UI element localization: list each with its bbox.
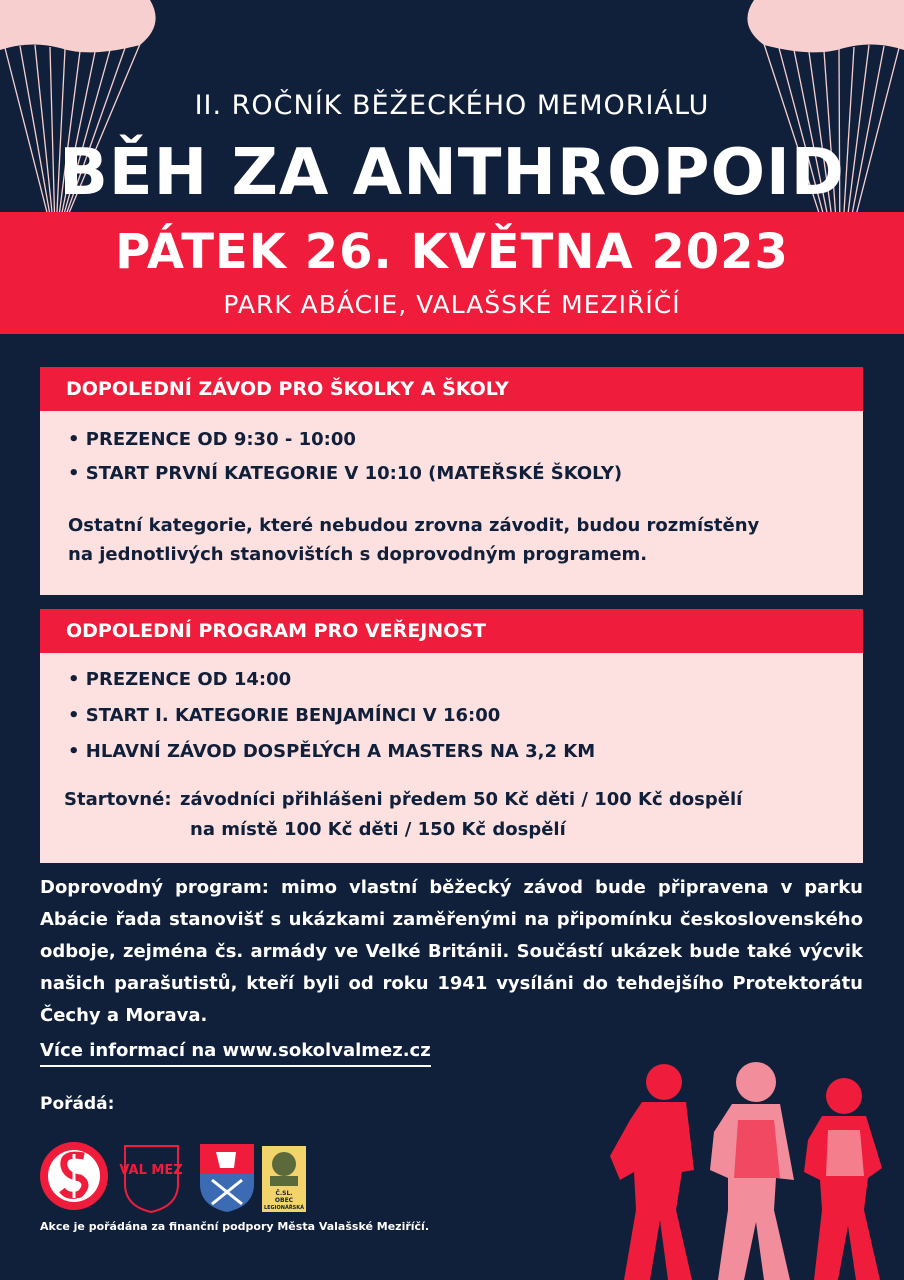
morning-box — [40, 411, 863, 595]
city-coat-of-arms-icon — [200, 1144, 254, 1212]
more-info-link[interactable]: Více informací na www.sokolvalmez.cz — [40, 1040, 431, 1067]
legion-logo-text-1: Č.SL. — [275, 1190, 293, 1197]
morning-heading: DOPOLEDNÍ ZÁVOD PRO ŠKOLKY A ŠKOLY — [40, 367, 863, 411]
list-item: • PREZENCE OD 14:00 — [68, 669, 291, 690]
afternoon-box — [40, 653, 863, 863]
organizer-label: Pořádá: — [40, 1094, 115, 1114]
runners-illustration-icon — [564, 1060, 904, 1280]
fee-label: Startovné: — [64, 789, 172, 810]
organizer-logos — [40, 1140, 330, 1215]
event-subtitle: II. ROČNÍK BĚŽECKÉHO MEMORIÁLU — [194, 90, 710, 121]
morning-note-line-1: Ostatní kategorie, které nebudou zrovna závodit, budou rozmístěny — [68, 515, 760, 536]
event-place: PARK ABÁCIE, VALAŠSKÉ MEZIŘÍČÍ — [223, 290, 681, 319]
fee-line-1: závodníci přihlášeni předem 50 Kč děti / 100 Kč dospělí — [180, 789, 743, 810]
valmez-logo-icon — [119, 1146, 182, 1212]
afternoon-heading: ODPOLEDNÍ PROGRAM PRO VEŘEJNOST — [40, 609, 863, 653]
legion-logo-text-2: OBEC — [274, 1197, 294, 1204]
morning-note-line-2: na jednotlivých stanovištích s doprovodným programem. — [68, 544, 648, 565]
event-title: BĚH ZA ANTHROPOID — [59, 136, 845, 210]
event-date: PÁTEK 26. KVĚTNA 2023 — [115, 224, 789, 280]
legion-logo-text-3: LEGIONÁŘSKÁ — [263, 1205, 305, 1211]
list-item: • START I. KATEGORIE BENJAMÍNCI V 16:00 — [68, 705, 500, 726]
list-item: • START PRVNÍ KATEGORIE V 10:10 (MATEŘSKÉ ŠKOLY) — [68, 463, 622, 484]
valmez-logo-text: VAL MEZ — [119, 1163, 183, 1178]
list-item: • PREZENCE OD 9:30 - 10:00 — [68, 429, 356, 450]
morning-note — [68, 511, 848, 569]
list-item: • HLAVNÍ ZÁVOD DOSPĚLÝCH A MASTERS NA 3,2 KM — [68, 741, 595, 762]
footer-note: Akce je pořádána za finanční podpory Města Valašské Meziříčí. — [40, 1220, 430, 1233]
sokol-logo-icon — [40, 1142, 108, 1210]
legion-logo-icon — [262, 1146, 306, 1212]
program-description: Doprovodný program: mimo vlastní běžecký závod bude připravena v parku Abácie řada stanovišť s ukázkami zaměřenými na připomínku československého odboje, zejména čs. armády ve Velké Británii. Součástí ukázek bude také výcvik našich parašutistů, kteří byli od roku 1941 vysíláni do tehdejšího Protektorátu Čechy a Morava. — [40, 877, 863, 1026]
fee-line-2: na místě 100 Kč děti / 150 Kč dospělí — [190, 819, 566, 840]
